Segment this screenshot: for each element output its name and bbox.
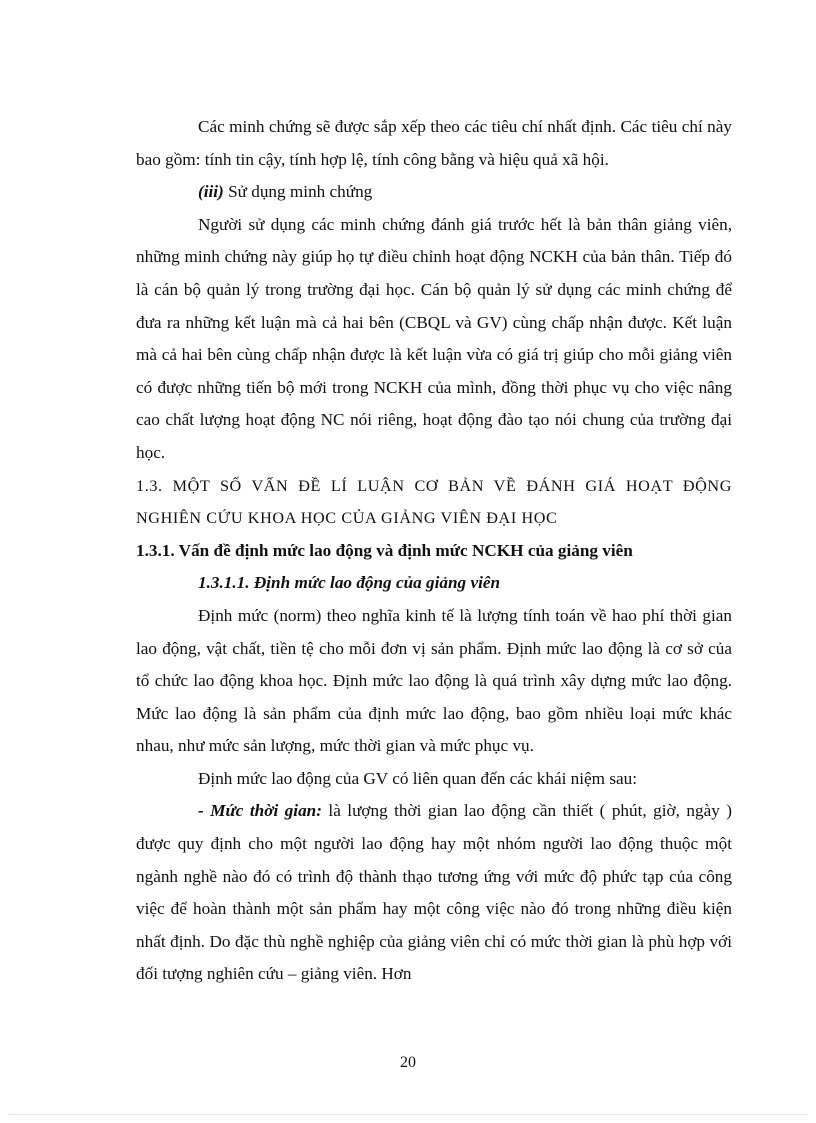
- section-heading-1-3-1-1: 1.3.1.1. Định mức lao động của giảng viên: [198, 573, 501, 593]
- list-item-iii-label: (iii): [198, 182, 224, 202]
- page-bottom-divider: [8, 1114, 808, 1115]
- page-number: 20: [400, 1054, 416, 1071]
- section-heading-1-3: 1.3. MỘT SỐ VẤN ĐỀ LÍ LUẬN CƠ BẢN VỀ ĐÁNH GIÁ HOẠT ĐỘNG NGHIÊN CỨU KHOA HỌC CỦA GIẢNG VIÊN ĐẠI HỌC: [136, 476, 732, 528]
- paragraph-evidence-users: Người sử dụng các minh chứng đánh giá trước hết là bản thân giảng viên, những minh chứng này giúp họ tự điều chỉnh hoạt động NCKH của bản thân. Tiếp đó là cán bộ quản lý trong trường đại học. Cán bộ quản lý sử dụng các minh chứng để đưa ra những kết luận mà cả hai bên (CBQL và GV) cùng chấp nhận được. Kết luận mà cả hai bên cùng chấp nhận được là kết luận vừa có giá trị giúp cho mỗi giảng viên có được những tiến bộ mới trong NCKH của mình, đồng thời phục vụ cho việc nâng cao chất lượng hoạt động NC nói riêng, hoạt động đào tạo nói chung của trường đại học.: [136, 214, 732, 462]
- paragraph-criteria: Các minh chứng sẽ được sắp xếp theo các tiêu chí nhất định. Các tiêu chí này bao gồm: tính tin cậy, tính hợp lệ, tính công bằng và hiệu quả xã hội.: [136, 117, 732, 169]
- paragraph-related-concepts: Định mức lao động của GV có liên quan đến các khái niệm sau:: [198, 768, 638, 788]
- list-item-iii-text: Sử dụng minh chứng: [223, 182, 373, 202]
- paragraph-norm-definition: Định mức (norm) theo nghĩa kinh tế là lượng tính toán về hao phí thời gian lao động, vật chất, tiền tệ cho mỗi đơn vị sản phẩm. Định mức lao động là cơ sở của tổ chức lao động khoa học. Định mức lao động là quá trình xây dựng mức lao động. Mức lao động là sản phẩm của định mức lao động, bao gồm nhiều loại mức khác nhau, như mức sản lượng, mức thời gian và mức phục vụ.: [136, 605, 732, 756]
- term-time-norm: - Mức thời gian:: [198, 801, 322, 821]
- page-body: [136, 111, 732, 991]
- term-time-norm-definition: là lượng thời gian lao động cần thiết ( phút, giờ, ngày ) được quy định cho một người lao động hay một nhóm người lao động thuộc một ngành nghề nào đó có trình độ thành thạo tương ứng với mức độ phức tạp của công việc để hoàn thành một sản phẩm hay một công việc nào đó trong những điều kiện nhất định. Do đặc thù nghề nghiệp của giảng viên chỉ có mức thời gian là phù hợp với đối tượng nghiên cứu – giảng viên. Hơn: [136, 801, 732, 984]
- section-heading-1-3-1: 1.3.1. Vấn đề định mức lao động và định mức NCKH của giảng viên: [136, 540, 633, 560]
- paragraph-time-norm: [136, 795, 732, 991]
- list-item-iii: [136, 176, 732, 209]
